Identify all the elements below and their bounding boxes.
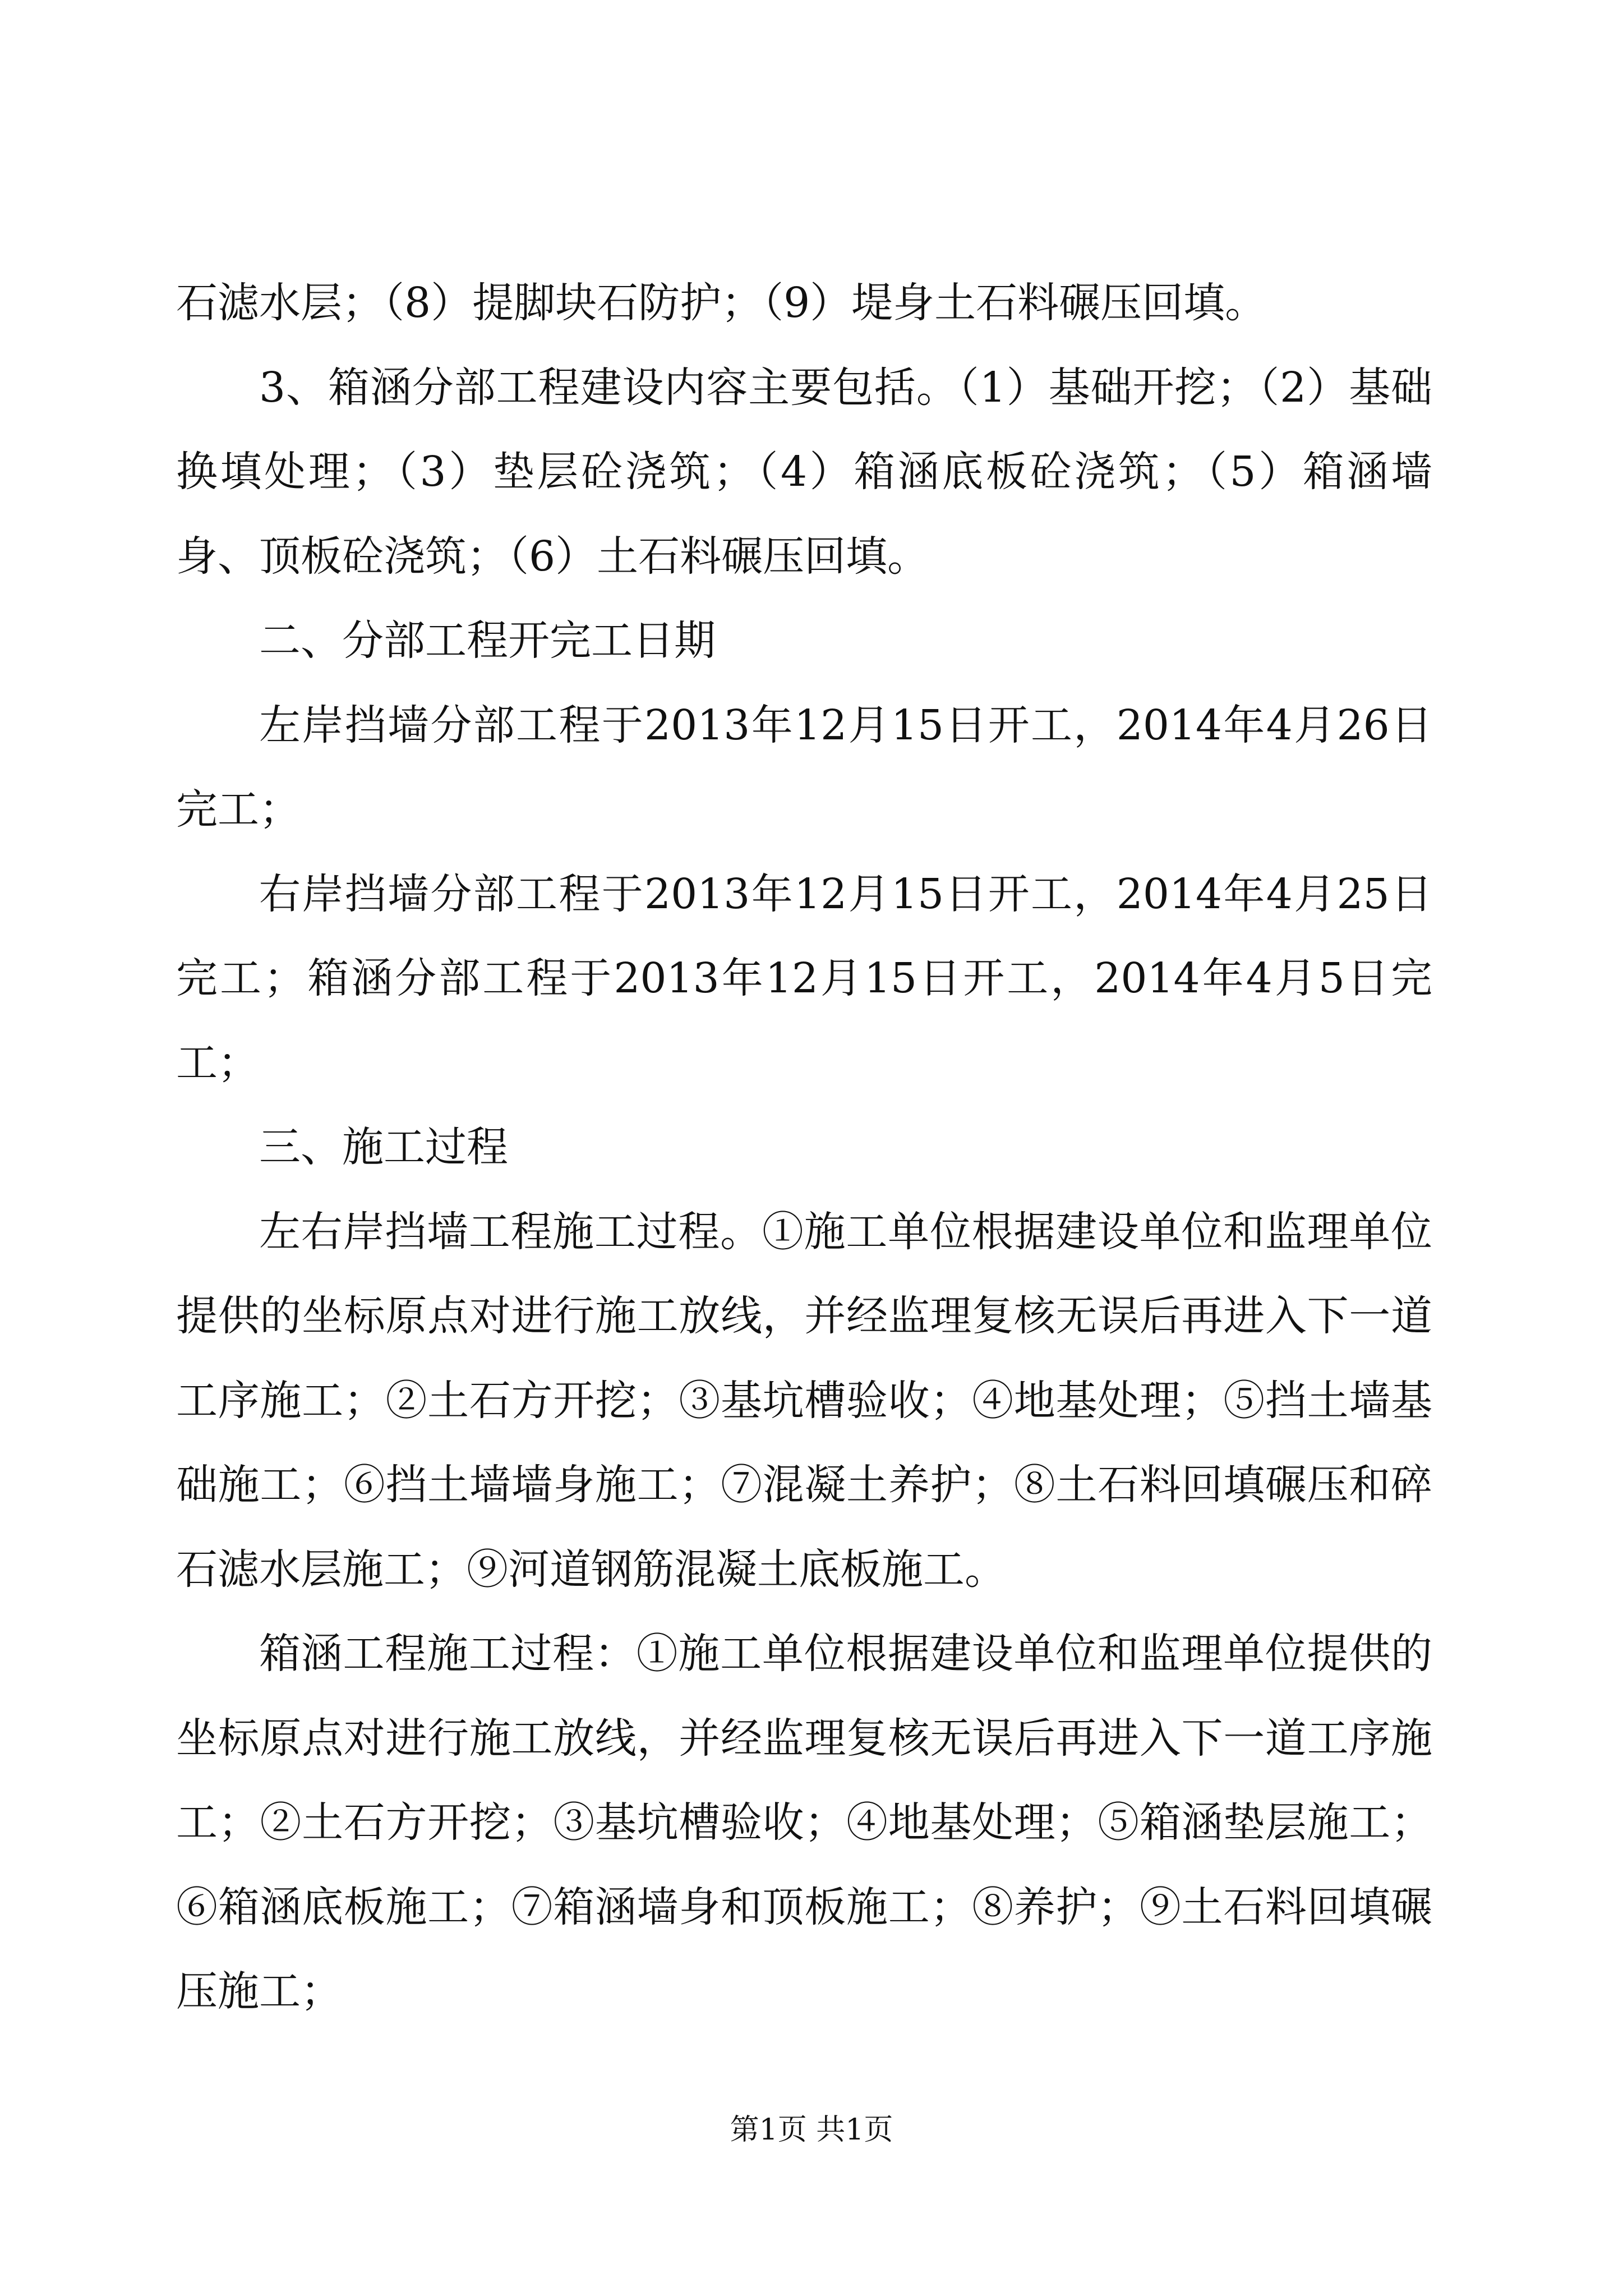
document-body <box>176 261 1432 2034</box>
paragraph-1: 石滤水层；（8）提脚块石防护；（9）堤身土石料碾压回填。 <box>176 279 1267 327</box>
page-footer <box>0 2110 1623 2150</box>
section-heading-process: 三、施工过程 <box>259 1123 508 1171</box>
paragraph-culvert-process: 箱涵工程施工过程：①施工单位根据建设单位和监理单位提供的坐标原点对进行施工放线，并经监理复核无误后再进入下一道工序施工；②土石方开挖；③基坑槽验收；④地基处理；⑤箱涵垫层施工；⑥箱涵底板施工；⑦箱涵墙身和顶板施工；⑧养护；⑨土石料回填碾压施工； <box>176 1630 1432 2016</box>
page-number-label: 第1页 共1页 <box>730 2113 893 2147</box>
section-heading-dates: 二、分部工程开完工日期 <box>259 616 716 665</box>
paragraph-right-wall-dates: 右岸挡墙分部工程于2013年12月15日开工，2014年4月25日完工；箱涵分部工程于2013年12月15日开工，2014年4月5日完工； <box>176 869 1432 1087</box>
paragraph-left-wall-dates: 左岸挡墙分部工程于2013年12月15日开工，2014年4月26日完工； <box>176 701 1432 834</box>
paragraph-wall-process: 左右岸挡墙工程施工过程。①施工单位根据建设单位和监理单位提供的坐标原点对进行施工放线，并经监理复核无误后再进入下一道工序施工；②土石方开挖；③基坑槽验收；④地基处理；⑤挡土墙基础施工；⑥挡土墙墙身施工；⑦混凝土养护；⑧土石料回填碾压和碎石滤水层施工；⑨河道钢筋混凝土底板施工。 <box>176 1207 1432 1594</box>
paragraph-2: 3、箱涵分部工程建设内容主要包括。（1）基础开挖；（2）基础换填处理；（3）垫层砼浇筑；（4）箱涵底板砼浇筑；（5）箱涵墙身、顶板砼浇筑；（6）土石料碾压回填。 <box>176 363 1432 581</box>
